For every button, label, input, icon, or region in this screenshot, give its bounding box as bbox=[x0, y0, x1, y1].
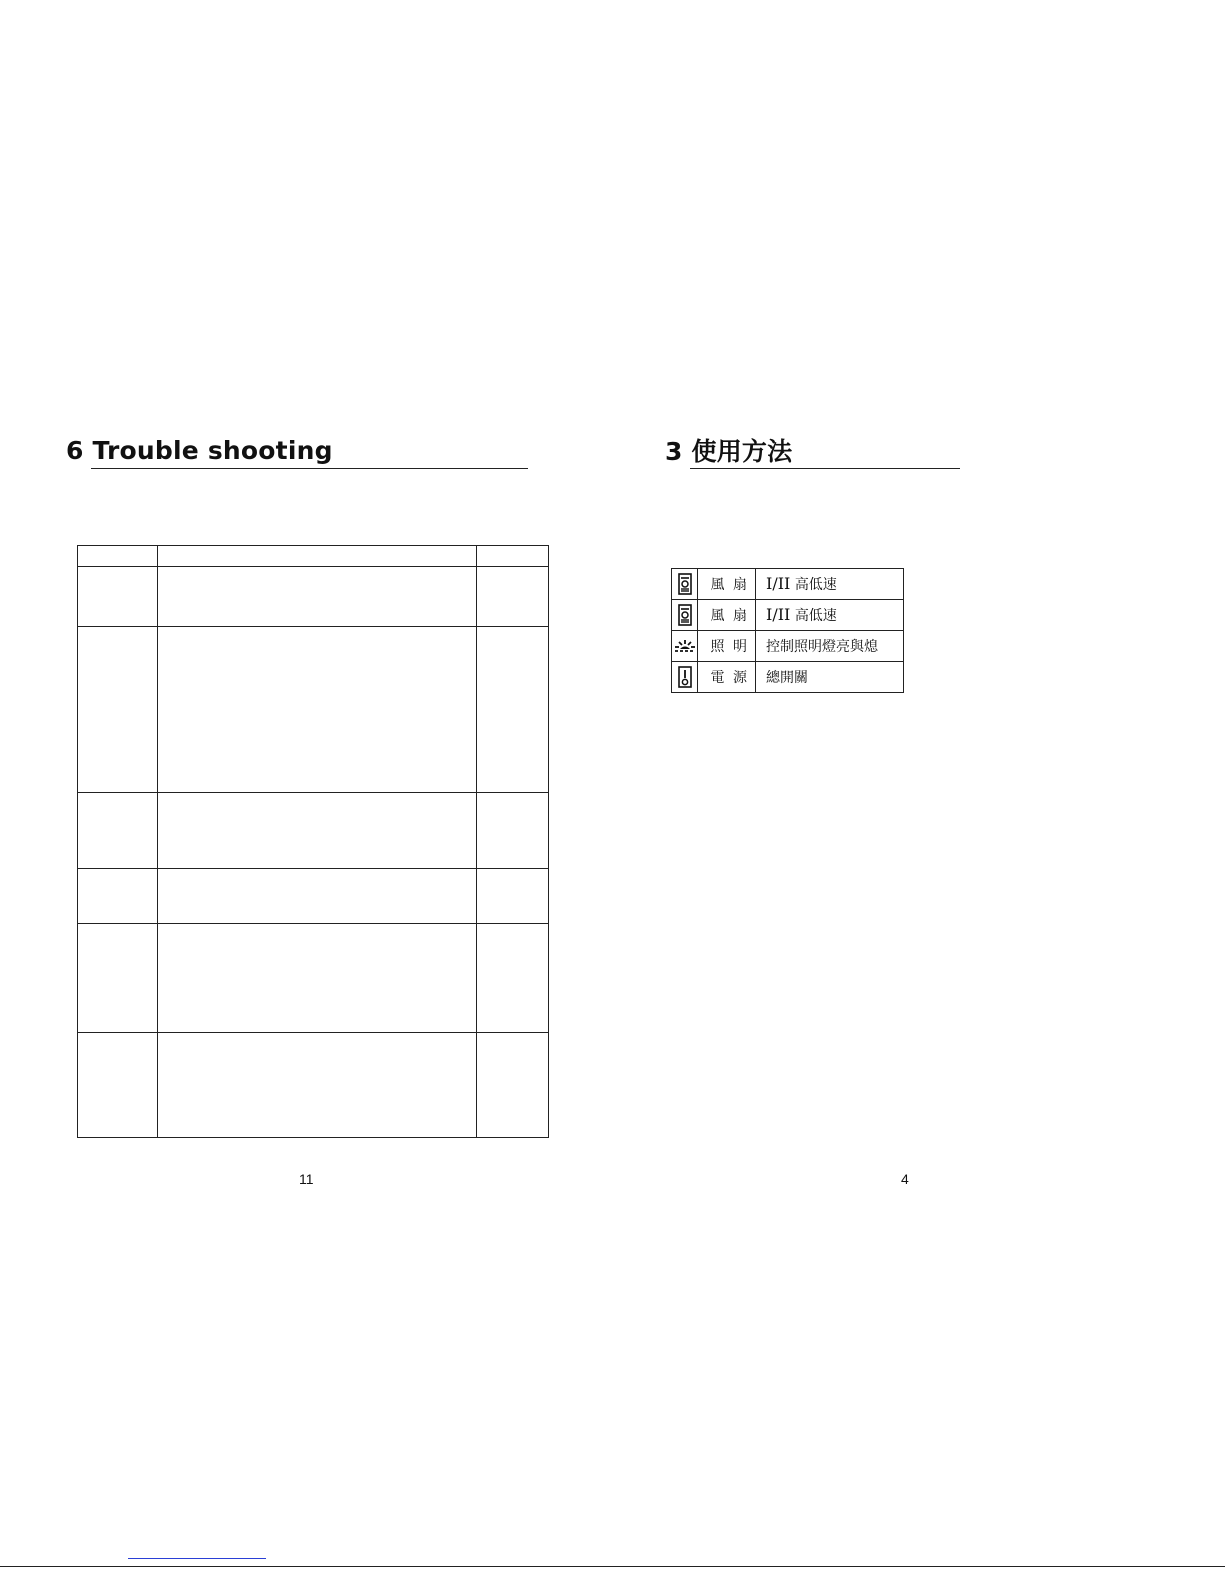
table-row bbox=[78, 1033, 549, 1138]
bottom-edge-rule bbox=[0, 1566, 1225, 1567]
table-cell bbox=[158, 627, 477, 793]
control-description bbox=[756, 600, 904, 631]
control-row-light bbox=[672, 631, 904, 662]
control-description bbox=[756, 631, 904, 662]
left-section-title-text: Trouble shooting bbox=[92, 436, 333, 465]
power-switch-icon bbox=[672, 666, 697, 688]
right-section-title bbox=[665, 437, 792, 467]
control-speed-label: I/II bbox=[766, 605, 791, 624]
control-icon-cell bbox=[672, 569, 698, 600]
table-row bbox=[78, 793, 549, 869]
control-description-text: 高低速 bbox=[794, 608, 837, 624]
table-cell bbox=[477, 546, 549, 567]
table-cell bbox=[78, 924, 158, 1033]
table-cell bbox=[477, 924, 549, 1033]
control-description-text: 總開關 bbox=[766, 670, 808, 686]
table-cell bbox=[477, 567, 549, 627]
fan-switch-icon bbox=[672, 604, 697, 626]
left-page-number: 11 bbox=[299, 1171, 314, 1187]
table-row bbox=[78, 627, 549, 793]
table-cell bbox=[78, 793, 158, 869]
table-cell bbox=[78, 567, 158, 627]
left-section-number: 6 bbox=[66, 436, 84, 465]
control-name: 照 明 bbox=[698, 631, 756, 662]
control-icon-cell bbox=[672, 662, 698, 693]
control-description bbox=[756, 662, 904, 693]
table-cell bbox=[477, 627, 549, 793]
trouble-shooting-table bbox=[77, 545, 549, 1138]
control-name: 電 源 bbox=[698, 662, 756, 693]
light-icon bbox=[672, 639, 697, 653]
table-cell bbox=[477, 869, 549, 924]
controls-table bbox=[671, 568, 904, 693]
table-cell bbox=[477, 1033, 549, 1138]
control-name: 風 扇 bbox=[698, 600, 756, 631]
table-cell bbox=[78, 1033, 158, 1138]
control-name: 風 扇 bbox=[698, 569, 756, 600]
control-row-fan-2 bbox=[672, 600, 904, 631]
table-row bbox=[78, 924, 549, 1033]
fan-switch-icon bbox=[672, 573, 697, 595]
table-cell bbox=[158, 793, 477, 869]
right-section-number: 3 bbox=[665, 437, 683, 466]
table-cell bbox=[78, 627, 158, 793]
bottom-link-underline bbox=[128, 1558, 266, 1559]
table-cell bbox=[158, 567, 477, 627]
table-cell bbox=[158, 546, 477, 567]
table-cell bbox=[78, 869, 158, 924]
control-description-text: 控制照明燈亮與熄 bbox=[766, 639, 878, 655]
left-section-title bbox=[66, 436, 333, 466]
table-row bbox=[78, 546, 549, 567]
right-page-number: 4 bbox=[901, 1171, 909, 1187]
table-row bbox=[78, 567, 549, 627]
table-cell bbox=[78, 546, 158, 567]
right-title-underline bbox=[690, 468, 960, 469]
table-cell bbox=[477, 793, 549, 869]
control-icon-cell bbox=[672, 631, 698, 662]
control-description-text: 高低速 bbox=[794, 577, 837, 593]
table-cell bbox=[158, 869, 477, 924]
right-section-title-text: 使用方法 bbox=[691, 437, 793, 466]
control-row-fan-1 bbox=[672, 569, 904, 600]
table-cell bbox=[158, 924, 477, 1033]
control-description bbox=[756, 569, 904, 600]
table-cell bbox=[158, 1033, 477, 1138]
control-row-power bbox=[672, 662, 904, 693]
control-speed-label: I/II bbox=[766, 574, 791, 593]
control-icon-cell bbox=[672, 600, 698, 631]
left-title-underline bbox=[91, 468, 528, 469]
table-row bbox=[78, 869, 549, 924]
